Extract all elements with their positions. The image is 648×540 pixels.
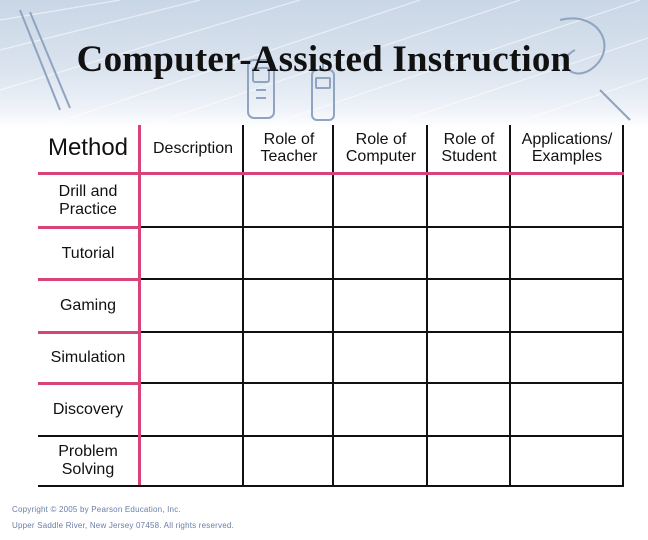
row-label-gaming: Gaming bbox=[59, 297, 117, 315]
grid-line bbox=[426, 125, 428, 485]
header-applications: Applications/ Examples bbox=[521, 130, 613, 165]
header-role-teacher: Role of Teacher bbox=[260, 130, 318, 165]
grid-line bbox=[242, 125, 244, 485]
footer-address: Upper Saddle River, New Jersey 07458. All rights reserved. bbox=[12, 521, 234, 530]
header-method: Method bbox=[47, 134, 129, 162]
method-table bbox=[38, 125, 624, 487]
row-label-drill: Drill and Practice bbox=[58, 182, 118, 218]
row-label-simulation: Simulation bbox=[50, 349, 126, 367]
footer-copyright: Copyright © 2005 by Pearson Education, Inc. bbox=[12, 505, 181, 514]
column-divider bbox=[138, 125, 141, 485]
grid-line bbox=[138, 382, 624, 384]
header-description: Description bbox=[152, 139, 234, 157]
header-role-student: Role of Student bbox=[441, 130, 497, 165]
grid-line bbox=[509, 125, 511, 485]
grid-line bbox=[138, 278, 624, 280]
row-label-tutorial: Tutorial bbox=[61, 244, 115, 262]
row-label-discovery: Discovery bbox=[52, 401, 124, 419]
grid-line bbox=[332, 125, 334, 485]
grid-line bbox=[138, 331, 624, 333]
grid-line bbox=[138, 226, 624, 228]
row-label-problem-solving: Problem Solving bbox=[58, 443, 118, 478]
header-role-computer: Role of Computer bbox=[345, 130, 417, 165]
slide-title: Computer-Assisted Instruction bbox=[76, 39, 572, 80]
